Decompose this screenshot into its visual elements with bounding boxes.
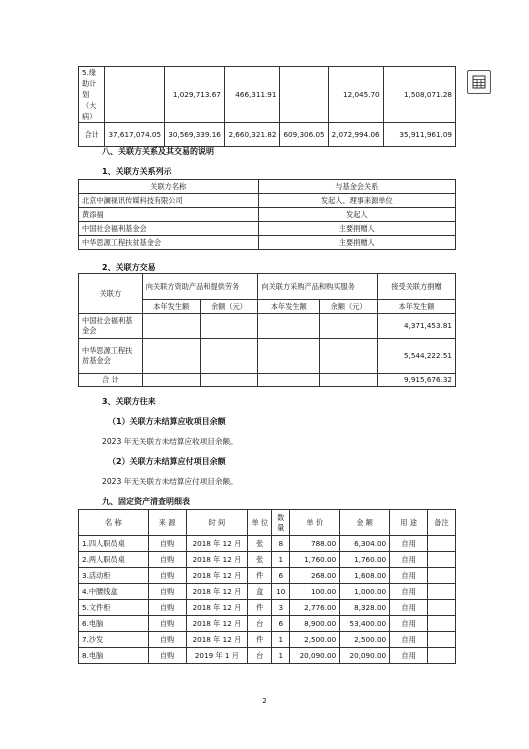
cell: 37,617,074.05 [105, 123, 165, 147]
table-row [79, 314, 456, 339]
header-cell: 向关联方采购产品和购买服务 [258, 274, 378, 300]
cell: 2,776.00 [290, 600, 340, 616]
cell: 自购 [148, 552, 186, 568]
header-cell: 金 额 [340, 510, 390, 536]
cell: 自购 [148, 632, 186, 648]
cell: 自购 [148, 568, 186, 584]
header-cell: 接受关联方捐赠 [378, 274, 456, 300]
cell: 53,400.00 [340, 616, 390, 632]
cell: 1,000.00 [340, 584, 390, 600]
cell: 中国社会福利基金会 [79, 314, 143, 339]
cell: 466,311.91 [224, 67, 280, 123]
cell: 6 [272, 616, 290, 632]
cell: 12,045.70 [328, 67, 383, 123]
cell: 2,500.00 [340, 632, 390, 648]
cell: 20,090.00 [290, 648, 340, 664]
header-cell: 余额（元） [200, 300, 258, 314]
paragraph: 2023 年无关联方未结算应收项目余额。 [102, 437, 238, 446]
cell: 自购 [148, 584, 186, 600]
cell: 788.00 [290, 536, 340, 552]
page-number: 2 [262, 697, 267, 705]
table-row [79, 568, 456, 584]
fixed-assets-table [78, 509, 456, 664]
header-cell: 来 源 [148, 510, 186, 536]
cell: 1 [272, 632, 290, 648]
cell: 自用 [390, 536, 428, 552]
cell: 中华思源工程扶贫基金会 [79, 236, 259, 250]
header-cell: 数量 [272, 510, 290, 536]
cell: 2018 年 12 月 [186, 616, 248, 632]
paragraph: 2023 年无关联方未结算应付项目余额。 [102, 477, 238, 486]
cell: 1,608.00 [340, 568, 390, 584]
cell: 2018 年 12 月 [186, 536, 248, 552]
cell: 自购 [148, 648, 186, 664]
cell: 自购 [148, 600, 186, 616]
cell: 张 [248, 552, 272, 568]
cell: 发起人 [258, 208, 455, 222]
table-total-row [79, 374, 456, 387]
cell: 自购 [148, 616, 186, 632]
table-row [79, 536, 456, 552]
subsection-title: 1、关联方关系列示 [102, 167, 172, 176]
cell: 8,328.00 [340, 600, 390, 616]
cell: 1 [272, 648, 290, 664]
cell: 主要捐赠人 [258, 236, 455, 250]
cell [428, 584, 456, 600]
cell [105, 67, 165, 123]
subsection-title: 2、关联方交易 [102, 263, 156, 272]
cell: 自用 [390, 600, 428, 616]
cell: 黄添福 [79, 208, 259, 222]
cell: 张 [248, 536, 272, 552]
cell: 6,304.00 [340, 536, 390, 552]
cell: 8 [272, 536, 290, 552]
cell: 10 [272, 584, 290, 600]
cell: 盒 [248, 584, 272, 600]
cell: 8.电脑 [79, 648, 149, 664]
cell: 6.电脑 [79, 616, 149, 632]
cell: 6 [272, 568, 290, 584]
cell: 2018 年 12 月 [186, 600, 248, 616]
cell: 2018 年 12 月 [186, 632, 248, 648]
cell: 2018 年 12 月 [186, 568, 248, 584]
cell: 2.两人职员桌 [79, 552, 149, 568]
table-row [79, 616, 456, 632]
cell [428, 648, 456, 664]
cell: 主要捐赠人 [258, 222, 455, 236]
cell: 台 [248, 648, 272, 664]
cell [428, 552, 456, 568]
cell: 1,508,071.28 [383, 67, 455, 123]
cell: 发起人、理事来源单位 [258, 194, 455, 208]
cell: 2018 年 12 月 [186, 552, 248, 568]
table-icon[interactable] [467, 70, 491, 94]
related-party-trade-table [78, 273, 456, 387]
cell: 609,306.05 [280, 123, 328, 147]
table-header [79, 180, 456, 194]
cell: 30,569,339.16 [165, 123, 225, 147]
table-row [79, 194, 456, 208]
row-label: 合计 [79, 123, 105, 147]
cell: 自用 [390, 648, 428, 664]
header-cell: 关联方名称 [79, 180, 259, 194]
table-row [79, 208, 456, 222]
cell: 7.沙发 [79, 632, 149, 648]
cell: 3.活动柜 [79, 568, 149, 584]
subsection-title: （1）关联方未结算应收项目余额 [108, 417, 226, 426]
cell: 268.00 [290, 568, 340, 584]
cell: 合 计 [79, 374, 143, 387]
cell: 20,090.00 [340, 648, 390, 664]
header-cell: 关联方 [79, 274, 143, 314]
header-cell: 单 位 [248, 510, 272, 536]
cell: 中华思源工程扶贫基金会 [79, 339, 143, 374]
cell [428, 600, 456, 616]
cell: 自用 [390, 632, 428, 648]
table-row [79, 339, 456, 374]
cell: 台 [248, 616, 272, 632]
cell: 8,900.00 [290, 616, 340, 632]
table-row [79, 552, 456, 568]
cell: 自用 [390, 584, 428, 600]
cell: 1,760.00 [290, 552, 340, 568]
cell [428, 536, 456, 552]
cell: 5.文件柜 [79, 600, 149, 616]
cell: 1 [272, 552, 290, 568]
cell: 5,544,222.51 [378, 339, 456, 374]
table-header [79, 274, 456, 300]
cell: 自购 [148, 536, 186, 552]
header-cell: 时 间 [186, 510, 248, 536]
header-cell: 用 途 [390, 510, 428, 536]
section-title: 八、关联方关系及其交易的说明 [102, 147, 214, 156]
cell [428, 568, 456, 584]
cell: 1,760.00 [340, 552, 390, 568]
cell: 件 [248, 632, 272, 648]
header-cell: 本年发生额 [378, 300, 456, 314]
cell: 自用 [390, 616, 428, 632]
cell: 4.中腰线盒 [79, 584, 149, 600]
cell: 2018 年 12 月 [186, 584, 248, 600]
table-row [79, 236, 456, 250]
table-row [79, 632, 456, 648]
cell: 1.四人职员桌 [79, 536, 149, 552]
cell: 3 [272, 600, 290, 616]
header-cell: 本年发生额 [258, 300, 320, 314]
cell: 自用 [390, 552, 428, 568]
table-header [79, 510, 456, 536]
cell: 2,072,994.06 [328, 123, 383, 147]
cell [280, 67, 328, 123]
section-title: 九、固定资产清查明细表 [102, 497, 190, 506]
cell: 自用 [390, 568, 428, 584]
table-row [79, 648, 456, 664]
cell: 中国社会福利基金会 [79, 222, 259, 236]
cell [428, 632, 456, 648]
header-cell: 名 称 [79, 510, 149, 536]
table-row [79, 584, 456, 600]
cell: 2,500.00 [290, 632, 340, 648]
subsection-title: 3、关联方往来 [102, 397, 156, 406]
cell: 2,660,321.82 [224, 123, 280, 147]
cell: 4,371,453.81 [378, 314, 456, 339]
header-cell: 单 价 [290, 510, 340, 536]
cell: 北京中澜视讯传媒科技有限公司 [79, 194, 259, 208]
header-cell: 本年发生额 [142, 300, 200, 314]
cell [428, 616, 456, 632]
subsection-title: （2）关联方未结算应付项目余额 [108, 457, 226, 466]
cell: 35,911,961.09 [383, 123, 455, 147]
cell: 件 [248, 568, 272, 584]
cell: 2019 年 1 月 [186, 648, 248, 664]
row-label: 5.缘助计划（大病） [79, 67, 105, 123]
cell: 100.00 [290, 584, 340, 600]
table-row [79, 67, 456, 123]
table-row [79, 600, 456, 616]
header-cell: 备注 [428, 510, 456, 536]
header-cell: 与基金会关系 [258, 180, 455, 194]
table-row [79, 222, 456, 236]
related-party-table [78, 179, 456, 250]
header-cell: 余额（元） [320, 300, 378, 314]
cell: 1,029,713.67 [165, 67, 225, 123]
table-row [79, 123, 456, 147]
cell: 件 [248, 600, 272, 616]
fund-usage-table [78, 66, 456, 147]
header-cell: 向关联方资助产品和提供劳务 [142, 274, 258, 300]
cell: 9,915,676.32 [378, 374, 456, 387]
